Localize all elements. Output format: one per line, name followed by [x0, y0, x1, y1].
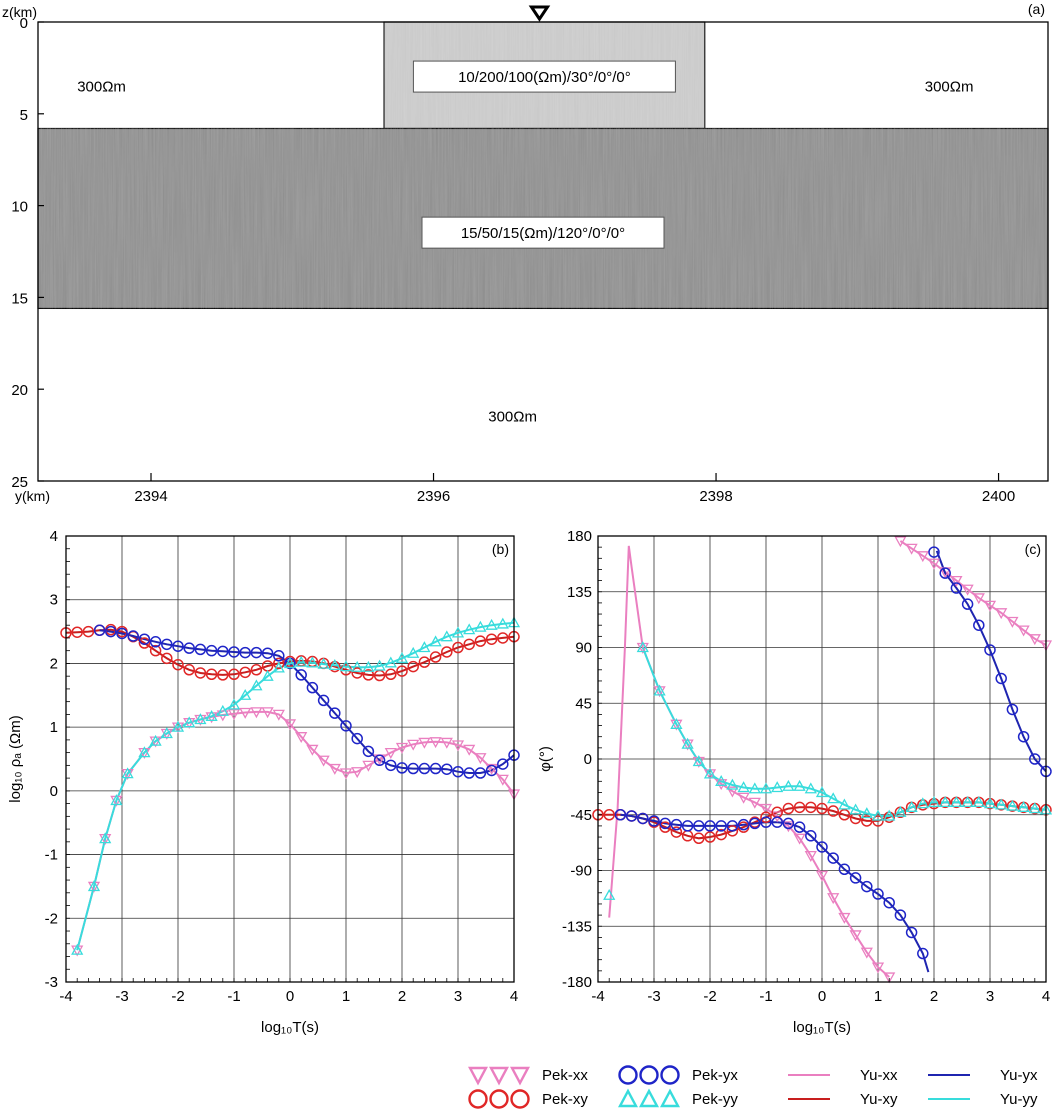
- xtick-label: 2: [929, 988, 939, 1005]
- panel-a-ytick-label: 20: [11, 382, 28, 400]
- ytick-label: -90: [570, 862, 592, 880]
- series-line-Yu-xx: [77, 712, 514, 950]
- legend-marker-swatch: [662, 1091, 678, 1106]
- panel-a-xlabel: y(km): [15, 488, 50, 504]
- legend-marker-swatch: [491, 1068, 507, 1083]
- panel-b-xlabel: log₁₀T(s): [261, 1019, 319, 1036]
- ytick-label: 180: [566, 528, 592, 545]
- xtick-label: -1: [227, 988, 241, 1005]
- legend-marker-swatch: [641, 1067, 658, 1084]
- xtick-label: 0: [817, 988, 827, 1005]
- ytick-label: -3: [44, 974, 58, 991]
- ytick-label: 0: [49, 782, 58, 800]
- legend-label: Yu-yx: [1000, 1067, 1038, 1084]
- legend-marker-swatch: [620, 1091, 636, 1106]
- region-resistivity-label: 300Ωm: [77, 78, 126, 96]
- ytick-label: 2: [49, 655, 58, 673]
- ytick-label: 90: [575, 639, 592, 657]
- series-line-Yu-yy: [643, 648, 1046, 817]
- legend-marker-swatch: [641, 1091, 657, 1106]
- ytick-label: -135: [561, 918, 592, 936]
- xtick-label: -4: [591, 988, 605, 1005]
- ytick-label: 3: [49, 591, 58, 609]
- panel-a-model-section: [2, 1, 1048, 505]
- panel-c-phase: [537, 528, 1051, 1036]
- model-body-label: 10/200/100(Ωm)/30°/0°/0°: [458, 69, 631, 87]
- xtick-label: 2: [397, 988, 407, 1005]
- legend-label: Pek-yx: [692, 1067, 738, 1084]
- ytick-label: -1: [44, 846, 58, 864]
- panel-a-xtick-label: 2396: [416, 488, 451, 505]
- panel-a-ytick-label: 15: [11, 290, 28, 308]
- legend-item-Pek-yx: [620, 1067, 739, 1085]
- ytick-label: 45: [575, 695, 592, 713]
- xtick-label: 1: [341, 988, 351, 1005]
- legend-item-Pek-yy: [620, 1091, 738, 1108]
- ytick-label: 1: [49, 719, 58, 737]
- legend-item-Yu-xy: [788, 1091, 898, 1108]
- legend-item-Pek-xy: [470, 1091, 589, 1109]
- series-line-Yu-yy: [77, 623, 514, 950]
- xtick-label: 0: [285, 988, 295, 1005]
- xtick-label: 4: [509, 988, 519, 1005]
- panel-b-ylabel: log₁₀ ρₐ (Ωm): [7, 715, 24, 803]
- legend-marker-swatch: [491, 1091, 508, 1108]
- series-markers-Pek-yy: [604, 643, 1051, 900]
- legend-label: Yu-xy: [860, 1091, 898, 1108]
- legend-label: Yu-yy: [1000, 1091, 1038, 1108]
- legend-label: Pek-yy: [692, 1091, 738, 1108]
- xtick-label: -4: [59, 988, 73, 1005]
- ytick-label: -45: [570, 806, 592, 824]
- xtick-label: 3: [453, 988, 463, 1005]
- series-line-Yu-yx: [620, 551, 1046, 972]
- ytick-label: 0: [583, 751, 592, 768]
- legend-marker-swatch: [470, 1091, 487, 1108]
- xtick-label: -3: [647, 988, 661, 1005]
- xtick-label: -2: [171, 988, 185, 1005]
- legend-item-Pek-xx: [470, 1067, 588, 1084]
- xtick-label: -3: [115, 988, 129, 1005]
- xtick-label: 3: [985, 988, 995, 1005]
- ytick-label: -2: [44, 910, 58, 928]
- legend-item-Yu-yx: [928, 1067, 1038, 1084]
- panel-a-ytick-label: 10: [11, 198, 28, 216]
- region-resistivity-label: 300Ωm: [488, 408, 538, 426]
- ytick-label: -180: [561, 974, 592, 991]
- panel-a-ylabel: z(km): [2, 4, 37, 20]
- legend-marker-swatch: [470, 1068, 486, 1083]
- xtick-label: -1: [759, 988, 773, 1005]
- legend-item-Yu-xx: [788, 1067, 898, 1084]
- panel-a-ytick-label: 25: [11, 474, 28, 491]
- xtick-label: 4: [1041, 988, 1051, 1005]
- panel-a-label: (a): [1027, 1, 1045, 17]
- legend-item-Yu-yy: [928, 1091, 1038, 1108]
- panel-a-xtick-label: 2394: [134, 488, 168, 505]
- legend: [470, 1067, 1039, 1109]
- ytick-label: 4: [49, 528, 58, 545]
- legend-marker-swatch: [662, 1067, 679, 1084]
- station-marker-icon: [531, 7, 547, 19]
- panel-a-xtick-label: 2400: [981, 488, 1016, 505]
- data-point-Pek-yy: [604, 890, 614, 899]
- region-resistivity-label: 300Ωm: [924, 78, 974, 96]
- model-body-label: 15/50/15(Ωm)/120°/0°/0°: [460, 225, 626, 243]
- panel-a-xtick-label: 2398: [699, 488, 733, 505]
- legend-label: Pek-xy: [542, 1091, 588, 1108]
- panel-b-apparent-resistivity: [7, 528, 519, 1036]
- panel-a-ytick-label: 0: [19, 15, 28, 32]
- legend-marker-swatch: [620, 1067, 637, 1084]
- legend-marker-swatch: [512, 1091, 529, 1108]
- legend-marker-swatch: [512, 1068, 528, 1083]
- legend-label: Pek-xx: [542, 1067, 588, 1084]
- xtick-label: -2: [703, 988, 717, 1005]
- legend-label: Yu-xx: [860, 1067, 898, 1084]
- panel-a-ytick-label: 5: [19, 106, 28, 124]
- panel-c-label: (c): [1024, 541, 1041, 557]
- ytick-label: 135: [566, 583, 592, 601]
- panel-c-xlabel: log₁₀T(s): [793, 1019, 851, 1036]
- panel-c-ylabel: φ(°): [537, 746, 554, 772]
- xtick-label: 1: [873, 988, 883, 1005]
- panel-b-label: (b): [491, 541, 509, 557]
